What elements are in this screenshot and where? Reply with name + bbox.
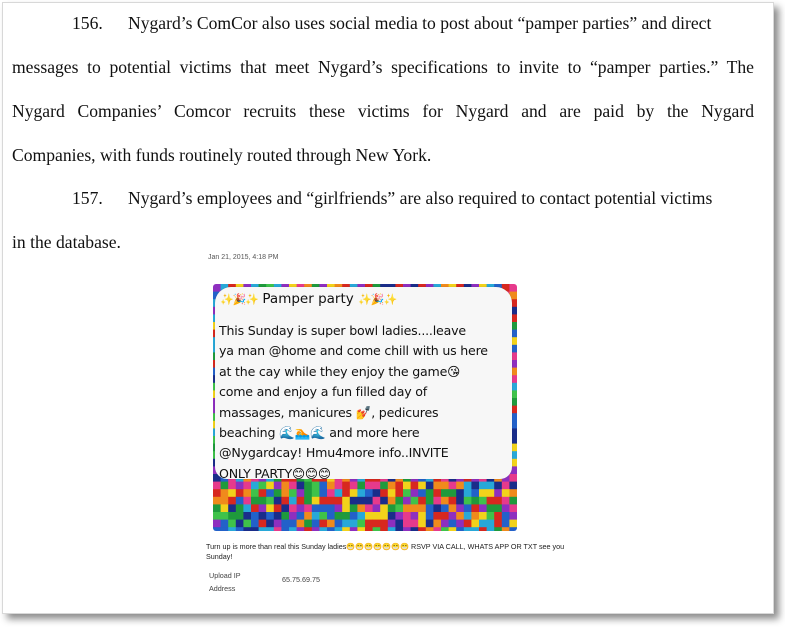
mosaic-tile (418, 489, 426, 497)
mosaic-tile (365, 489, 373, 497)
mosaic-tile (418, 497, 426, 505)
mosaic-tile (357, 512, 365, 520)
mosaic-tile (228, 489, 236, 497)
mosaic-tile (395, 497, 403, 505)
mosaic-tile (304, 512, 312, 520)
mosaic-tile (297, 512, 305, 520)
mosaic-tile (388, 512, 396, 520)
mosaic-tile (395, 520, 403, 528)
mosaic-tile (243, 527, 251, 531)
mosaic-tile (243, 489, 251, 497)
mosaic-tile (327, 504, 335, 512)
mosaic-tile (266, 489, 274, 497)
mosaic-tile (380, 489, 388, 497)
post-caption: Turn up is more than real this Sunday ladies😁😁😁😁😁😁😁 RSVP VIA CALL, WHATS APP OR TXT see you Sunday! (206, 542, 565, 561)
mosaic-tile (418, 520, 426, 528)
mosaic-tile (479, 527, 487, 531)
mosaic-tile (479, 497, 487, 505)
mosaic-tile (502, 527, 510, 531)
mosaic-tile (509, 497, 517, 505)
mosaic-tile (304, 489, 312, 497)
mosaic-tile (213, 489, 221, 497)
mosaic-tile (274, 489, 282, 497)
mosaic-tile (487, 512, 495, 520)
mosaic-tile (441, 512, 449, 520)
mosaic-tile (266, 504, 274, 512)
mosaic-tile (335, 527, 343, 531)
mosaic-tile (494, 520, 502, 528)
sparkle-decor-icon: ✨🎉✨ (220, 293, 259, 306)
mosaic-tile (357, 497, 365, 505)
mosaic-tile (274, 512, 282, 520)
paragraph-156-line-4: Companies, with funds routinely routed through New York. (12, 145, 432, 165)
mosaic-tile (494, 527, 502, 531)
mosaic-tile (335, 512, 343, 520)
mosaic-tile (259, 489, 267, 497)
mosaic-tile (312, 504, 320, 512)
mosaic-tile (319, 504, 327, 512)
mosaic-tile (259, 512, 267, 520)
mosaic-tile (380, 497, 388, 505)
paragraph-157-line-2: in the database. (12, 232, 121, 252)
mosaic-tile (259, 497, 267, 505)
mosaic-tile (411, 504, 419, 512)
mosaic-tile (266, 497, 274, 505)
paragraph-number: 156. (72, 13, 103, 33)
mosaic-tile (471, 520, 479, 528)
mosaic-tile (464, 520, 472, 528)
mosaic-tile (365, 527, 373, 531)
mosaic-tile (456, 520, 464, 528)
mosaic-tile (342, 497, 350, 505)
mosaic-tile (335, 489, 343, 497)
mosaic-tile (441, 489, 449, 497)
mosaic-tile (471, 489, 479, 497)
mosaic-tile (502, 489, 510, 497)
mosaic-tile (327, 527, 335, 531)
mosaic-tile (221, 489, 229, 497)
paragraph-156-line-2: messages to potential victims that meet Nygard’s specifications to invite to “pamper parties.” The (12, 57, 754, 77)
mosaic-tile (395, 527, 403, 531)
mosaic-tile (281, 512, 289, 520)
mosaic-tile (297, 504, 305, 512)
mosaic-tile (236, 497, 244, 505)
mosaic-tile (274, 504, 282, 512)
mosaic-tile (464, 512, 472, 520)
post-image-text-bubble (215, 287, 512, 479)
mosaic-tile (274, 527, 282, 531)
mosaic-tile (449, 497, 457, 505)
mosaic-tile (418, 512, 426, 520)
mosaic-tile (319, 489, 327, 497)
mosaic-tile (236, 520, 244, 528)
mosaic-tile (471, 504, 479, 512)
mosaic-tile (319, 520, 327, 528)
mosaic-tile (464, 504, 472, 512)
mosaic-tile (373, 512, 381, 520)
mosaic-tile (388, 504, 396, 512)
mosaic-tile (380, 504, 388, 512)
mosaic-tile (297, 527, 305, 531)
mosaic-tile (373, 489, 381, 497)
mosaic-tile (380, 520, 388, 528)
mosaic-tile (289, 497, 297, 505)
mosaic-tile (243, 512, 251, 520)
mosaic-tile (357, 527, 365, 531)
mosaic-tile (395, 489, 403, 497)
mosaic-tile (289, 489, 297, 497)
mosaic-tile (373, 504, 381, 512)
mosaic-tile (312, 512, 320, 520)
mosaic-tile (411, 512, 419, 520)
mosaic-tile (426, 520, 434, 528)
mosaic-tile (388, 527, 396, 531)
mosaic-tile (281, 527, 289, 531)
mosaic-tile (221, 497, 229, 505)
mosaic-tile (243, 504, 251, 512)
mosaic-tile (403, 520, 411, 528)
mosaic-tile (213, 520, 221, 528)
mosaic-tile (243, 497, 251, 505)
mosaic-tile (395, 504, 403, 512)
mosaic-tile (350, 512, 358, 520)
mosaic-tile (259, 527, 267, 531)
mosaic-tile (441, 527, 449, 531)
mosaic-tile (221, 520, 229, 528)
mosaic-tile (213, 527, 221, 531)
mosaic-tile (403, 489, 411, 497)
mosaic-tile (487, 504, 495, 512)
upload-ip-label: Upload IP Address (209, 571, 241, 593)
mosaic-tile (312, 527, 320, 531)
mosaic-tile (426, 489, 434, 497)
mosaic-tile (335, 520, 343, 528)
mosaic-tile (281, 520, 289, 528)
mosaic-tile (236, 489, 244, 497)
mosaic-tile (221, 504, 229, 512)
mosaic-tile (509, 504, 517, 512)
mosaic-tile (464, 489, 472, 497)
mosaic-tile (509, 520, 517, 528)
mosaic-tile (274, 520, 282, 528)
mosaic-tile (335, 497, 343, 505)
mosaic-tile (441, 520, 449, 528)
mosaic-tile (403, 512, 411, 520)
mosaic-tile (509, 489, 517, 497)
mosaic-tile (327, 489, 335, 497)
mosaic-tile (266, 527, 274, 531)
mosaic-tile (259, 504, 267, 512)
post-timestamp: Jan 21, 2015, 4:18 PM (208, 254, 279, 261)
mosaic-tile (456, 497, 464, 505)
mosaic-tile (243, 520, 251, 528)
mosaic-tile (365, 504, 373, 512)
mosaic-tile (297, 520, 305, 528)
mosaic-tile (266, 512, 274, 520)
mosaic-tile (251, 527, 259, 531)
paragraph-156-line-1: 156. Nygard’s ComCor also uses social media to post about “pamper parties” and direct (72, 13, 712, 33)
mosaic-tile (228, 504, 236, 512)
mosaic-tile (289, 504, 297, 512)
mosaic-tile (319, 497, 327, 505)
mosaic-tile (266, 520, 274, 528)
mosaic-tile (357, 504, 365, 512)
mosaic-tile (464, 497, 472, 505)
mosaic-tile (365, 497, 373, 505)
mosaic-tile (509, 512, 517, 520)
mosaic-tile (342, 489, 350, 497)
mosaic-tile (502, 504, 510, 512)
mosaic-tile (411, 497, 419, 505)
mosaic-tile (228, 527, 236, 531)
mosaic-tile (319, 512, 327, 520)
mosaic-tile (259, 520, 267, 528)
mosaic-tile (479, 512, 487, 520)
mosaic-tile (433, 520, 441, 528)
mosaic-tile (411, 520, 419, 528)
mosaic-tile (449, 504, 457, 512)
mosaic-tile (487, 489, 495, 497)
mosaic-tile (342, 504, 350, 512)
mosaic-tile (418, 527, 426, 531)
mosaic-tile (342, 527, 350, 531)
mosaic-tile (335, 504, 343, 512)
mosaic-tile (304, 520, 312, 528)
mosaic-tile (502, 497, 510, 505)
mosaic-tile (297, 497, 305, 505)
mosaic-tile (327, 497, 335, 505)
mosaic-tile (312, 497, 320, 505)
mosaic-tile (509, 527, 517, 531)
mosaic-tile (251, 497, 259, 505)
mosaic-tile (456, 512, 464, 520)
mosaic-tile (441, 497, 449, 505)
mosaic-tile (426, 512, 434, 520)
mosaic-tile (471, 497, 479, 505)
mosaic-tile (449, 512, 457, 520)
paragraph-156-line-3: Nygard Companies’ Comcor recruits these victims for Nygard and are paid by the Nygard (12, 101, 754, 121)
post-message: This Sunday is super bowl ladies....leave ya man @home and come chill with us here at the cay while they enjoy the game😘 come and enjoy a fun filled day of massages, manicures 💅, pedicures beaching 🌊🏊🌊 and more here @Nygardcay! Hmu4more info..INVITE ONLY PARTY😊😊😊 (219, 323, 488, 481)
mosaic-tile (418, 504, 426, 512)
mosaic-tile (433, 497, 441, 505)
mosaic-tile (236, 527, 244, 531)
mosaic-tile (228, 520, 236, 528)
mosaic-tile (289, 527, 297, 531)
mosaic-tile (395, 512, 403, 520)
mosaic-tile (236, 504, 244, 512)
mosaic-tile (350, 489, 358, 497)
mosaic-tile (297, 489, 305, 497)
mosaic-tile (456, 527, 464, 531)
mosaic-tile (357, 520, 365, 528)
mosaic-tile (494, 512, 502, 520)
mosaic-tile (502, 520, 510, 528)
mosaic-tile (433, 527, 441, 531)
upload-ip-value: 65.75.69.75 (282, 575, 320, 584)
mosaic-tile (388, 520, 396, 528)
mosaic-tile (281, 489, 289, 497)
mosaic-tile (449, 520, 457, 528)
mosaic-tile (487, 497, 495, 505)
mosaic-tile (388, 497, 396, 505)
mosaic-tile (357, 489, 365, 497)
paragraph-number: 157. (72, 188, 103, 208)
mosaic-tile (350, 504, 358, 512)
mosaic-tile (502, 512, 510, 520)
document-page (2, 2, 774, 614)
mosaic-tile (456, 504, 464, 512)
mosaic-tile (449, 489, 457, 497)
mosaic-tile (441, 504, 449, 512)
mosaic-tile (487, 527, 495, 531)
mosaic-tile (411, 527, 419, 531)
mosaic-tile (213, 497, 221, 505)
mosaic-tile (494, 489, 502, 497)
mosaic-tile (213, 512, 221, 520)
mosaic-tile (289, 512, 297, 520)
mosaic-tile (373, 527, 381, 531)
mosaic-tile (433, 504, 441, 512)
mosaic-tile (373, 520, 381, 528)
mosaic-tile (494, 497, 502, 505)
mosaic-tile (350, 520, 358, 528)
mosaic-tile (281, 497, 289, 505)
mosaic-tile (449, 527, 457, 531)
mosaic-tile (464, 527, 472, 531)
mosaic-tile (365, 520, 373, 528)
mosaic-tile (342, 512, 350, 520)
mosaic-tile (426, 504, 434, 512)
mosaic-tile (479, 504, 487, 512)
mosaic-tile (380, 512, 388, 520)
mosaic-tile (403, 527, 411, 531)
mosaic-tile (471, 527, 479, 531)
mosaic-tile (228, 512, 236, 520)
mosaic-tile (433, 512, 441, 520)
mosaic-tile (251, 489, 259, 497)
mosaic-tile (365, 512, 373, 520)
mosaic-tile (380, 527, 388, 531)
mosaic-tile (350, 527, 358, 531)
mosaic-tile (433, 489, 441, 497)
mosaic-tile (403, 504, 411, 512)
mosaic-tile (426, 527, 434, 531)
mosaic-tile (312, 520, 320, 528)
mosaic-tile (304, 497, 312, 505)
mosaic-tile (426, 497, 434, 505)
mosaic-tile (251, 504, 259, 512)
post-title: ✨🎉✨ Pamper party ✨🎉✨ (220, 291, 397, 307)
mosaic-tile (479, 520, 487, 528)
mosaic-tile (327, 512, 335, 520)
mosaic-tile (350, 497, 358, 505)
mosaic-tile (373, 497, 381, 505)
paragraph-157-line-1: 157. Nygard’s employees and “girlfriends” are also required to contact potential victims (72, 188, 713, 208)
mosaic-tile (327, 520, 335, 528)
mosaic-tile (319, 527, 327, 531)
mosaic-tile (342, 520, 350, 528)
mosaic-tile (456, 489, 464, 497)
mosaic-tile (411, 489, 419, 497)
mosaic-tile (221, 512, 229, 520)
mosaic-tile (388, 489, 396, 497)
mosaic-tile (312, 489, 320, 497)
mosaic-tile (289, 520, 297, 528)
mosaic-tile (251, 512, 259, 520)
mosaic-tile (479, 489, 487, 497)
mosaic-tile (487, 520, 495, 528)
sparkle-decor-icon: ✨🎉✨ (358, 293, 397, 306)
mosaic-tile (228, 497, 236, 505)
mosaic-tile (304, 504, 312, 512)
mosaic-tile (236, 512, 244, 520)
mosaic-tile (304, 527, 312, 531)
mosaic-tile (281, 504, 289, 512)
mosaic-tile (471, 512, 479, 520)
mosaic-tile (251, 520, 259, 528)
mosaic-tile (274, 497, 282, 505)
mosaic-tile (403, 497, 411, 505)
mosaic-tile (494, 504, 502, 512)
mosaic-tile (213, 504, 221, 512)
mosaic-tile (509, 284, 517, 292)
mosaic-tile (221, 527, 229, 531)
